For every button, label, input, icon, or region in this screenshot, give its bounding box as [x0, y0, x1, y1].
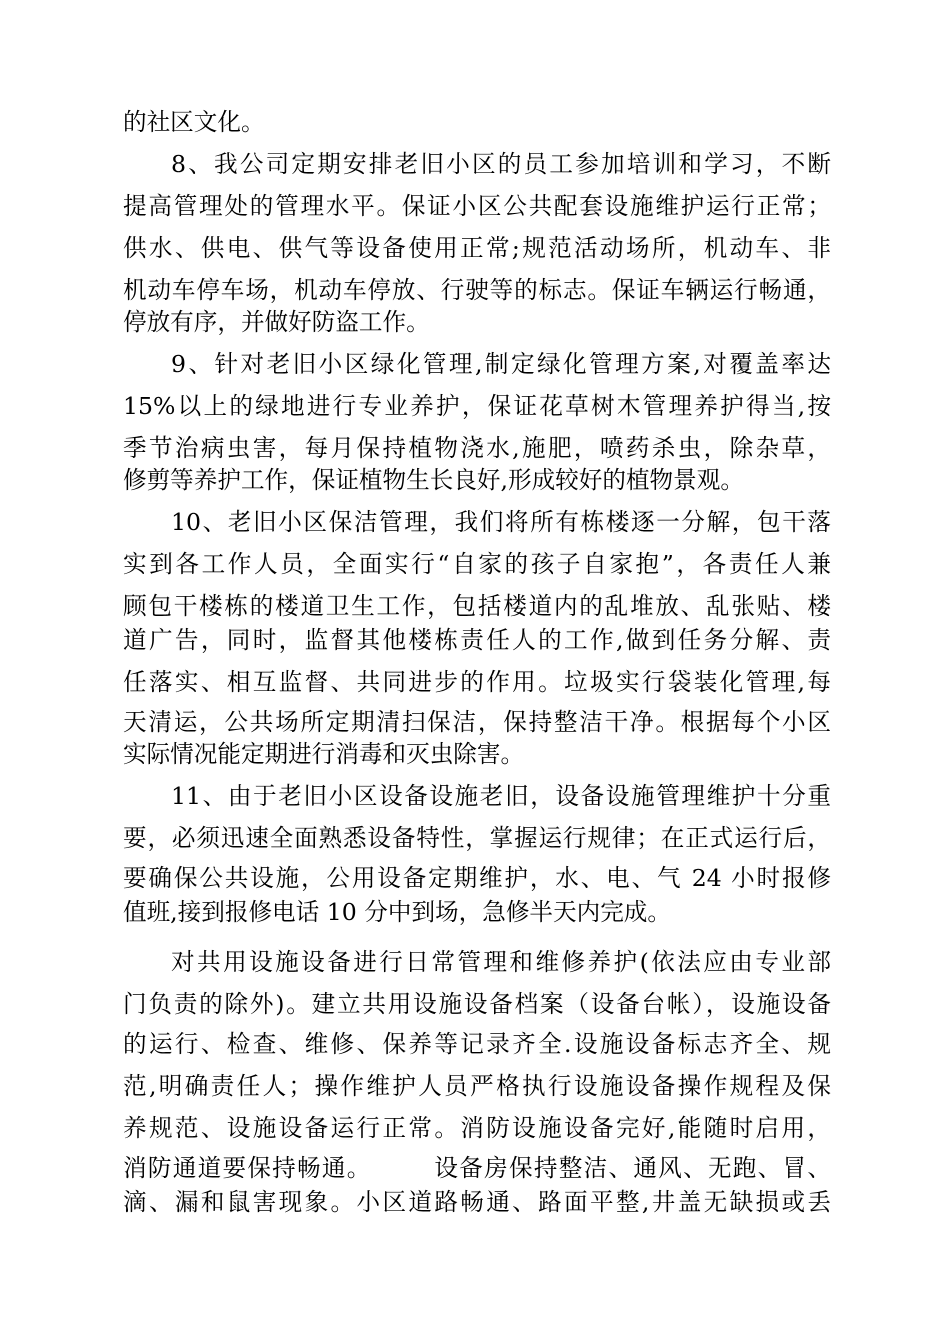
text-line: 养规范、设施设备运行正常。消防设施设备完好,能随时启用，: [123, 1114, 831, 1142]
text-line: 的社区文化。: [123, 108, 265, 136]
text-line: 顾包干楼栋的楼道卫生工作，包括楼道内的乱堆放、乱张贴、楼: [123, 592, 831, 620]
text-line: 范,明确责任人；操作维护人员严格执行设施设备操作规程及保: [123, 1072, 831, 1100]
text-line: 要确保公共设施，公用设备定期维护，水、电、气 24 小时报修: [123, 864, 831, 892]
text-line: 门负责的除外)。建立共用设施设备档案（设备台帐），设施设备: [123, 990, 831, 1018]
text-line: 天清运，公共场所定期清扫保洁，保持整洁干净。根据每个小区: [123, 708, 831, 736]
text-line: 实际情况能定期进行消毒和灭虫除害。: [123, 740, 525, 768]
text-line: 机动车停车场，机动车停放、行驶等的标志。保证车辆运行畅通，: [123, 276, 831, 304]
text-line: 供水、供电、供气等设备使用正常;规范活动场所，机动车、非: [123, 234, 831, 262]
text-line: 修剪等养护工作，保证植物生长良好,形成较好的植物景观。: [123, 466, 744, 494]
text-line: 15%以上的绿地进行专业养护，保证花草树木管理养护得当,按: [123, 392, 831, 420]
text-line: 实到各工作人员，全面实行“自家的孩子自家抱”，各责任人兼: [123, 550, 831, 578]
text-line: 10、老旧小区保洁管理，我们将所有栋楼逐一分解，包干落: [171, 508, 831, 536]
text-line: 8、我公司定期安排老旧小区的员工参加培训和学习，不断: [171, 150, 831, 178]
text-line: 滴、漏和鼠害现象。小区道路畅通、路面平整,井盖无缺损或丢: [123, 1188, 831, 1216]
text-line: 停放有序，并做好防盗工作。: [123, 308, 430, 336]
text-line: 的运行、检查、维修、保养等记录齐全.设施设备标志齐全、规: [123, 1030, 831, 1058]
text-line: 任落实、相互监督、共同进步的作用。垃圾实行袋装化管理,每: [123, 668, 831, 696]
text-line: 消防通道要保持畅通。 设备房保持整洁、通风、无跑、冒、: [123, 1154, 831, 1182]
text-line: 要，必须迅速全面熟悉设备特性，掌握运行规律；在正式运行后，: [123, 824, 831, 852]
text-line: 季节治病虫害，每月保持植物浇水,施肥，喷药杀虫，除杂草，: [123, 434, 831, 462]
text-line: 11、由于老旧小区设备设施老旧，设备设施管理维护十分重: [171, 782, 831, 810]
text-line: 9、针对老旧小区绿化管理,制定绿化管理方案,对覆盖率达: [171, 350, 831, 378]
text-line: 值班,接到报修电话 10 分中到场，急修半天内完成。: [123, 898, 671, 926]
text-line: 提高管理处的管理水平。保证小区公共配套设施维护运行正常；: [123, 192, 831, 220]
text-line: 道广告，同时，监督其他楼栋责任人的工作,做到任务分解、责: [123, 626, 831, 654]
text-line: 对共用设施设备进行日常管理和维修养护(依法应由专业部: [171, 948, 831, 976]
